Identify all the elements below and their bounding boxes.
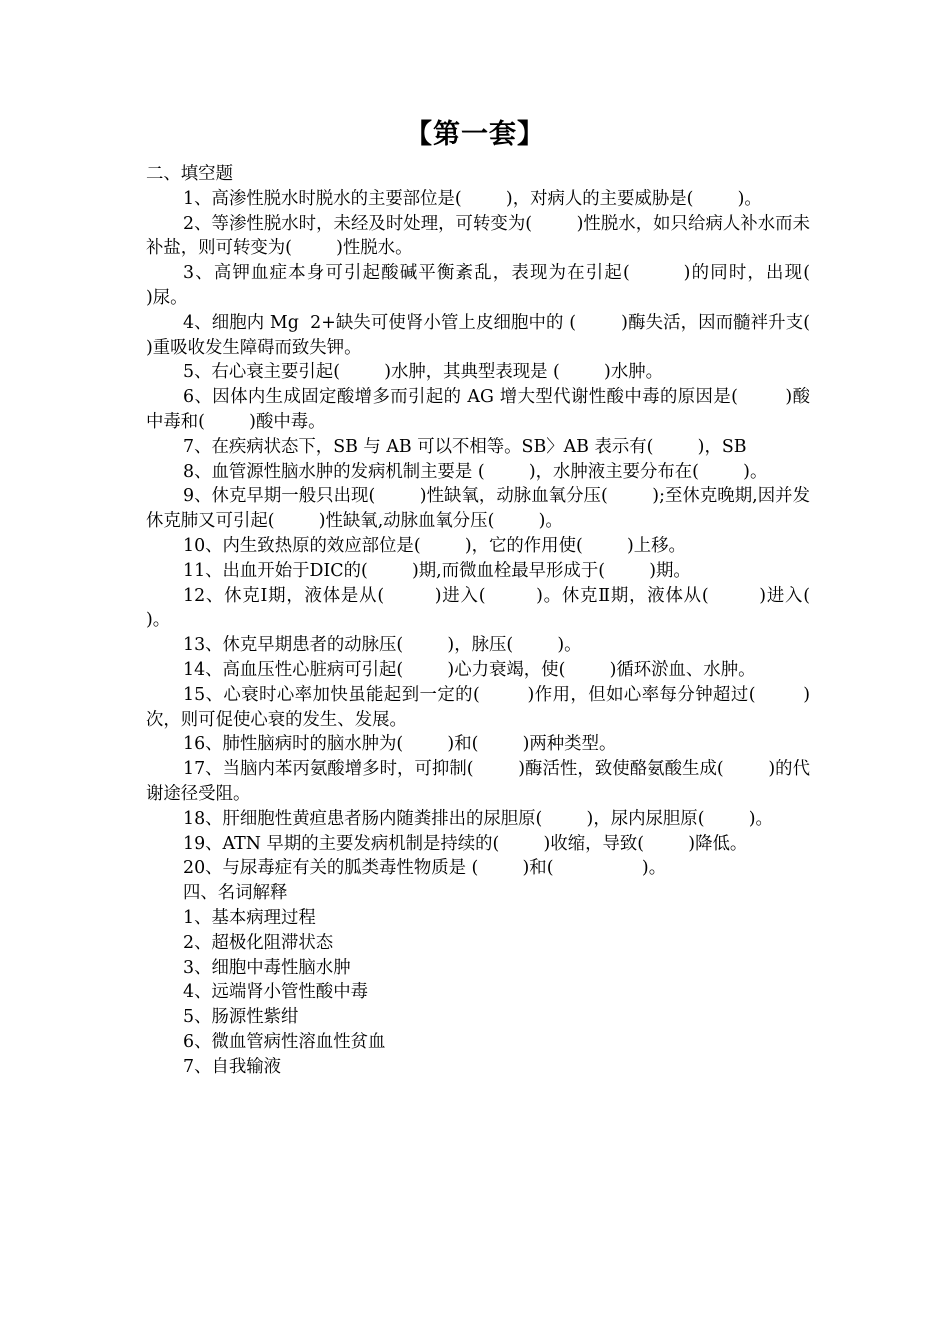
question-item: 8、血管源性脑水肿的发病机制主要是 ( )，水肿液主要分布在( )。	[183, 461, 768, 482]
term-item: 3、细胞中毒性脑水肿	[183, 957, 351, 978]
term-item: 2、超极化阻滞状态	[183, 932, 334, 953]
term-item: 4、远端肾小管性酸中毒	[183, 982, 368, 1003]
document-body	[146, 162, 855, 1079]
question-item: 9、休克早期一般只出现( )性缺氧，动脉血氧分压( );至休克晚期,因并发休克肺又可引起( )性缺氧,动脉血氧分压( )。	[146, 486, 810, 532]
question-item: 16、肺性脑病时的脑水肿为( )和( )两种类型。	[183, 734, 617, 755]
document-title: 【第一套】	[405, 119, 545, 150]
term-item: 1、基本病理过程	[183, 907, 316, 928]
question-item: 1、高渗性脱水时脱水的主要部位是( )，对病人的主要威胁是( )。	[183, 188, 762, 209]
question-item: 7、在疾病状态下，SB 与 AB 可以不相等。SB〉AB 表示有( )，SB	[183, 436, 747, 457]
question-item: 20、与尿毒症有关的胍类毒性物质是 ( )和( )。	[183, 858, 667, 879]
term-item: 5、肠源性紫绀	[183, 1007, 299, 1028]
section-heading-terms: 四、名词解释	[183, 883, 288, 904]
question-item: 10、内生致热原的效应部位是( )，它的作用使( )上移。	[183, 535, 686, 556]
term-item: 7、自我输液	[183, 1056, 282, 1077]
question-item: 13、休克早期患者的动脉压( )，脉压( )。	[183, 635, 582, 656]
question-item: 4、细胞内 Mg 2+缺失可使肾小管上皮细胞中的 ( )酶失活，因而髓袢升支( )重吸收发生障碍而致失钾。	[146, 312, 855, 358]
question-item: 6、因体内生成固定酸增多而引起的 AG 增大型代谢性酸中毒的原因是( )酸中毒和( )酸中毒。	[146, 387, 810, 432]
question-item: 3、高钾血症本身可引起酸碱平衡紊乱，表现为在引起( )的同时，出现( )尿。	[146, 263, 855, 308]
question-item: 18、肝细胞性黄疸患者肠内随粪排出的尿胆原( )，尿内尿胆原( )。	[183, 808, 773, 829]
section-heading-fill-in: 二、填空题	[146, 164, 233, 184]
question-item: 12、休克Ⅰ期，液体是从( )进入( )。休克Ⅱ期，液体从( )进入( )。	[146, 585, 855, 631]
term-item: 6、微血管病性溶血性贫血	[183, 1031, 386, 1052]
question-item: 15、心衰时心率加快虽能起到一定的( )作用，但如心率每分钟超过( )次，则可促使心衰的发生、发展。	[146, 684, 810, 730]
question-item: 14、高血压性心脏病可引起( )心力衰竭，使( )循环淤血、水肿。	[183, 659, 756, 680]
question-item: 2、等渗性脱水时，未经及时处理，可转变为( )性脱水，如只给病人补水而未补盐，则可转变为( )性脱水。	[146, 213, 810, 259]
question-item: 5、右心衰主要引起( )水肿，其典型表现是 ( )水肿。	[183, 362, 663, 383]
question-item: 19、ATN 早期的主要发病机制是持续的( )收缩，导致( )降低。	[183, 833, 748, 854]
question-item: 17、当脑内苯丙氨酸增多时，可抑制( )酶活性，致使酪氨酸生成( )的代谢途径受阻。	[146, 759, 810, 804]
question-item: 11、出血开始于DIC的( )期,而微血栓最早形成于( )期。	[183, 560, 691, 581]
